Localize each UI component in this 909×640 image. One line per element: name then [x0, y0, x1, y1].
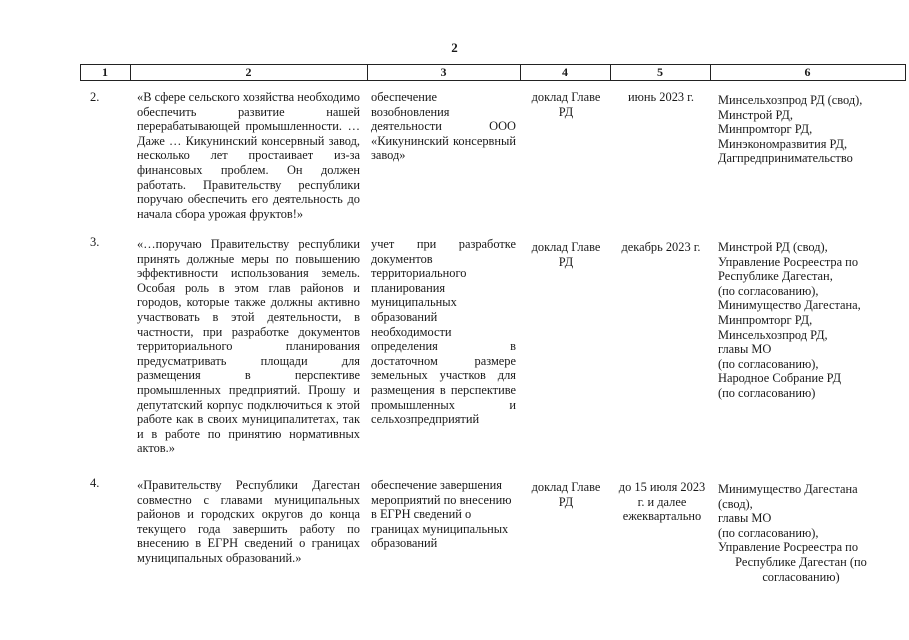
row-number: 2.: [90, 90, 100, 104]
column-header-3: 3: [440, 65, 447, 79]
deadline-cell: декабрь 2023 г.: [621, 240, 701, 254]
column-divider: [905, 64, 906, 81]
responsible-line: Минпромторг РД,: [718, 122, 813, 137]
responsible-line: главы МО: [718, 342, 772, 357]
responsible-line: (по согласованию): [718, 385, 816, 400]
column-header-2: 2: [245, 65, 252, 79]
responsible-line: Минсельхозпрод РД (свод),: [718, 93, 863, 107]
responsible-line: Минпромторг РД,: [718, 312, 813, 327]
quote-cell: «Правительству Республики Дагестан совместно с главами муниципальных районов и городских округов до конца текущего года завершить работу по внесению в ЕГРН сведений о границах муниципальных образований.»: [137, 478, 360, 565]
responsible-line: Народное Собрание РД: [718, 371, 842, 386]
column-header-6: 6: [804, 65, 811, 79]
row-number: 3.: [90, 235, 100, 249]
action-cell: обеспечение завершения мероприятий по внесению в ЕГРН сведений о границах муниципальных образований: [371, 478, 512, 551]
action-cell: обеспечение возобновления деятельности ООО «Кикунинский консервный завод»: [371, 90, 516, 163]
report-cell: доклад Главе РД: [531, 480, 601, 509]
responsible-cell: [718, 93, 904, 166]
responsible-cell: [718, 240, 904, 401]
deadline-cell: до 15 июля 2023 г. и далее ежеквартально: [618, 480, 706, 524]
responsible-line: Управление Росреестра по: [718, 540, 859, 555]
column-header-5: 5: [657, 65, 663, 79]
column-header-1: 1: [102, 65, 108, 79]
page-number: 2: [451, 40, 458, 55]
row-number: 4.: [90, 476, 100, 490]
responsible-line: Минимущество Дагестана: [718, 482, 858, 496]
responsible-line: Минимущество Дагестана,: [718, 298, 861, 313]
quote-cell: «…поручаю Правительству республики принять должные меры по повышению эффективности использования земель. Особая роль в этом глав районов и городов, которые также должны активно участвовать в этой деятельности, в частности, при разработке документов территориального планирования предусматривать площади для размещения в перспективе промышленных предприятий. Прошу и депутатский корпус подключиться к этой работе как в своих муниципалитетах, так и в работе по принятию нормативных актов.»: [137, 237, 360, 456]
responsible-line: Республике Дагестан,: [718, 269, 833, 284]
responsible-line: (по согласованию),: [718, 356, 819, 371]
responsible-line: (по согласованию),: [718, 283, 819, 298]
deadline-cell: июнь 2023 г.: [628, 90, 694, 104]
report-cell: доклад Главе РД: [531, 90, 601, 119]
responsible-line: главы МО: [718, 511, 772, 526]
responsible-line: (свод),: [718, 496, 753, 511]
report-cell: доклад Главе РД: [531, 240, 601, 269]
responsible-cell: [718, 482, 884, 584]
responsible-line: Республике Дагестан (по согласованию): [735, 554, 867, 584]
responsible-line: Дагпредпринимательство: [718, 151, 853, 166]
table-header-bottom-rule: [80, 80, 906, 81]
responsible-line: Управление Росреестра по: [718, 254, 859, 269]
responsible-line: Минсельхозпрод РД,: [718, 327, 828, 342]
responsible-line: Минстрой РД,: [718, 107, 793, 122]
responsible-line: (по согласованию),: [718, 525, 819, 540]
responsible-line: Минстрой РД (свод),: [718, 240, 828, 254]
action-cell: учет при разработке документов территориального планирования муниципальных образований необходимости определения в достаточном размере земельных участков для размещения в перспективе промышленных и сельхозпредприятий: [371, 237, 516, 427]
quote-cell: «В сфере сельского хозяйства необходимо обеспечить развитие нашей перерабатывающей промышленности. … Даже … Кикунинский консервный завод, несколько лет простаивает из-за финансовых проблем. Он должен работать. Правительству республики поручаю обеспечить его деятельность до начала сбора урожая фруктов!»: [137, 90, 360, 221]
column-header-4: 4: [562, 65, 568, 79]
responsible-line: Минэкономразвития РД,: [718, 136, 848, 151]
